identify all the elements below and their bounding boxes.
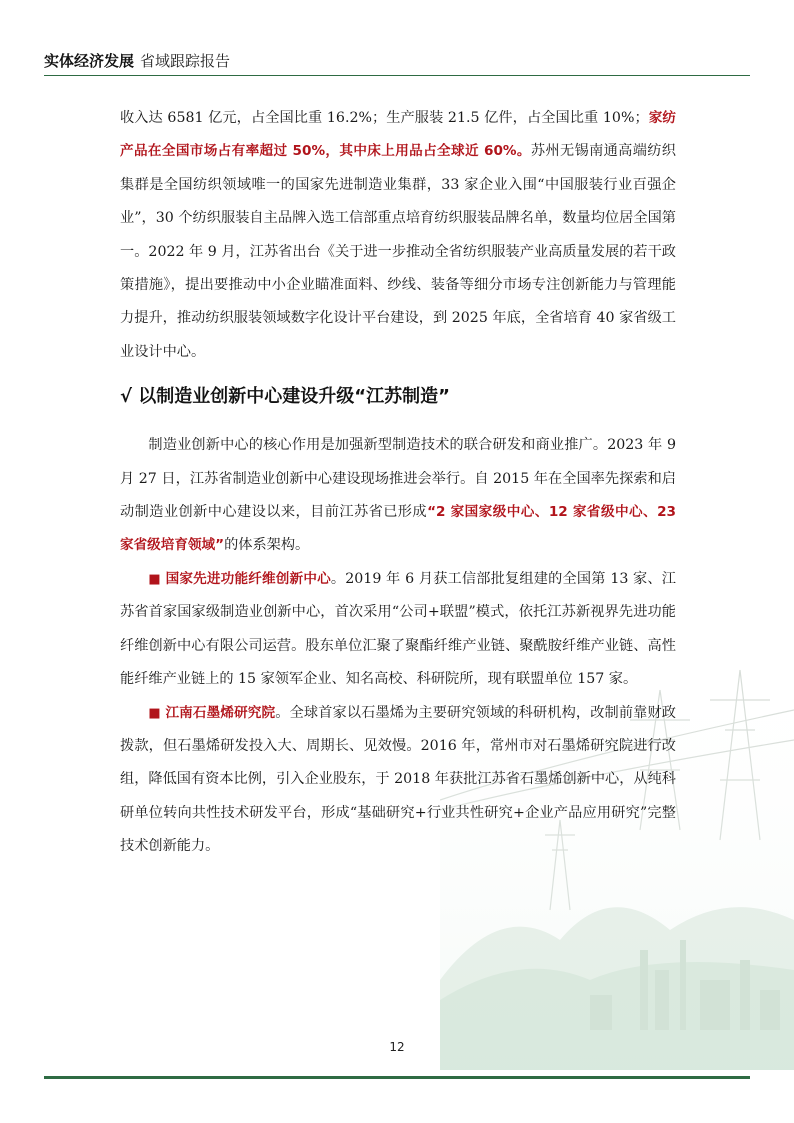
body-content <box>120 102 676 864</box>
highlight-textile-share: 家纺产品在全国市场占有率超过 50%，其中床上用品占全球近 60%。 <box>120 110 676 160</box>
header-rule <box>44 75 750 76</box>
paragraph-fiber-center <box>120 563 676 697</box>
highlight-center-counts: “2 家国家级中心、12 家省级中心、23 家省级培育领域” <box>120 504 676 554</box>
paragraph-innovation-centers <box>120 429 676 563</box>
paragraph-graphene-text: 。全球首家以石墨烯为主要研究领域的科研机构，改制前靠财政拨款，但石墨烯研发投入大、周期长、见效慢。2016 年，常州市对石墨烯研究院进行改组，降低国有资本比例，引入企业股东，于 2018 年获批江苏省石墨烯创新中心，从纯科研单位转向共性技术研发平台，形成“基础研究+行业共性研究+企业产品应用研究”完整技术创新能力。 <box>120 704 676 855</box>
header-title-rest: 省域跟踪报告 <box>140 52 231 70</box>
graphene-institute-name: 江南石墨烯研究院 <box>165 704 276 721</box>
paragraph-textile-text-b: 苏州无锡南通高端纺织集群是全国纺织领域唯一的国家先进制造业集群，33 家企业入围“中国服装行业百强企业”，30 个纺织服装自主品牌入选工信部重点培育纺织服装品牌名单，数量均位居全国第一。2022 年 9 月，江苏省出台《关于进一步推动全省纺织服装产业高质量发展的若干政策措施》，提出要推动中小企业瞄准面料、纱线、装备等细分市场专注创新能力与管理能力提升，推动纺织服装领域数字化设计平台建设，到 2025 年底，全省培育 40 家省级工业设计中心。 <box>120 143 676 360</box>
paragraph-innovation-text-b: 的体系架构。 <box>224 537 310 554</box>
footer-rule <box>44 1076 750 1079</box>
paragraph-graphene-institute <box>120 697 676 864</box>
paragraph-textile-text-a: 收入达 6581 亿元，占全国比重 16.2%；生产服装 21.5 亿件，占全国比重 10%； <box>120 110 649 126</box>
header-title-bold: 实体经济发展 <box>44 52 135 70</box>
page-number: 12 <box>389 1040 405 1054</box>
section-heading: √ 以制造业创新中心建设升级“江苏制造” <box>120 386 450 408</box>
fiber-center-name: 国家先进功能纤维创新中心 <box>165 570 331 587</box>
paragraph-innovation-text-a: 制造业创新中心的核心作用是加强新型制造技术的联合研发和商业推广。2023 年 9 月 27 日，江苏省制造业创新中心建设现场推进会举行。自 2015 年在全国率先探索和启动制造业创新中心建设以来，目前江苏省已形成 <box>120 437 676 521</box>
bullet-square-icon: ■ <box>148 571 161 587</box>
bullet-square-icon: ■ <box>148 705 161 721</box>
running-header <box>44 50 230 71</box>
paragraph-textile <box>120 102 676 369</box>
paragraph-fiber-text: 。2019 年 6 月获工信部批复组建的全国第 13 家、江苏省首家国家级制造业创新中心，首次采用“公司+联盟”模式，依托江苏新视界先进功能纤维创新中心有限公司运营。股东单位汇聚了聚酯纤维产业链、聚酰胺纤维产业链、高性能纤维产业链上的 15 家领军企业、知名高校、科研院所，现有联盟单位 157 家。 <box>120 570 676 688</box>
